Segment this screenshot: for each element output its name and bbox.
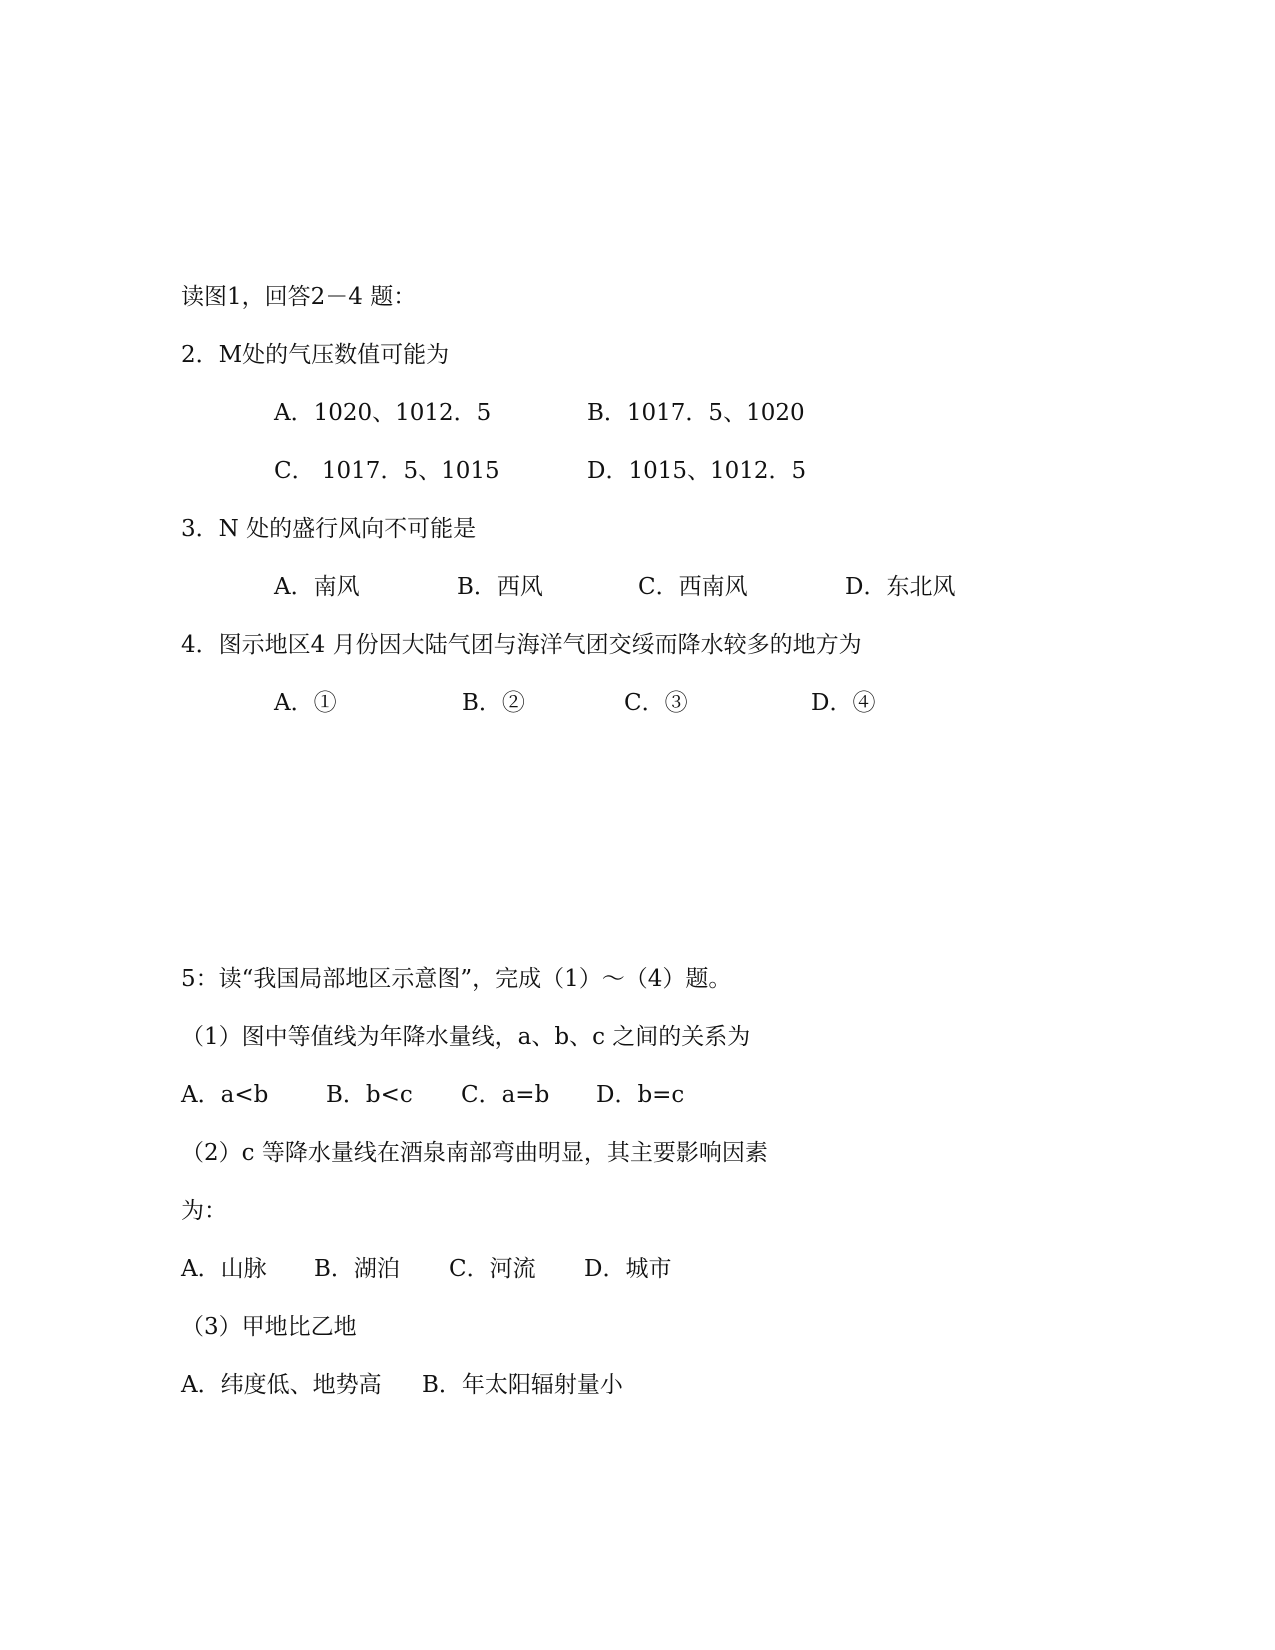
question-4-option-d: D．④: [811, 690, 876, 716]
question-3-option-d: D．东北风: [845, 574, 956, 600]
question-5-part-2-stem-continued: 为：: [181, 1198, 227, 1224]
question-5-part-2-stem: （2）c 等降水量线在酒泉南部弯曲明显，其主要影响因素: [181, 1140, 768, 1166]
question-5-part-2-option-d: D．城市: [584, 1256, 672, 1282]
question-5-part-1-option-a: A．a<b: [181, 1082, 269, 1108]
question-3-option-a: A．南风: [274, 574, 360, 600]
question-4-stem: 4．图示地区4 月份因大陆气团与海洋气团交绥而降水较多的地方为: [181, 632, 862, 658]
question-5-part-1-stem: （1）图中等值线为年降水量线，a、b、c 之间的关系为: [181, 1024, 751, 1050]
question-5-part-1-option-b: B．b<c: [326, 1082, 413, 1108]
question-5-part-1-option-d: D．b=c: [596, 1082, 685, 1108]
question-4-option-c: C．③: [624, 690, 688, 716]
question-3-option-c: C．西南风: [638, 574, 748, 600]
question-5-part-2-option-a: A．山脉: [181, 1256, 267, 1282]
question-5-stem: 5：读“我国局部地区示意图”，完成（1）～（4）题。: [181, 966, 732, 992]
question-4-option-a: A．①: [274, 690, 337, 716]
question-2-stem: 2．M处的气压数值可能为: [181, 342, 450, 368]
question-3-stem: 3．N 处的盛行风向不可能是: [181, 516, 477, 542]
question-5-part-3-stem: （3）甲地比乙地: [181, 1314, 357, 1340]
question-2-option-a: A．1020、1012．5: [274, 400, 492, 426]
question-4-option-b: B．②: [462, 690, 525, 716]
question-2-option-c: C． 1017．5、1015: [274, 458, 500, 484]
question-5-part-2-option-c: C．河流: [449, 1256, 536, 1282]
question-5-part-3-option-a: A．纬度低、地势高: [181, 1372, 382, 1398]
question-2-option-b: B．1017．5、1020: [587, 400, 805, 426]
question-5-part-1-option-c: C．a=b: [461, 1082, 550, 1108]
question-2-option-d: D．1015、1012．5: [587, 458, 807, 484]
question-5-part-3-option-b: B．年太阳辐射量小: [422, 1372, 623, 1398]
question-3-option-b: B．西风: [457, 574, 543, 600]
question-intro: 读图1，回答2－4 题：: [181, 284, 417, 310]
question-5-part-2-option-b: B．湖泊: [314, 1256, 400, 1282]
